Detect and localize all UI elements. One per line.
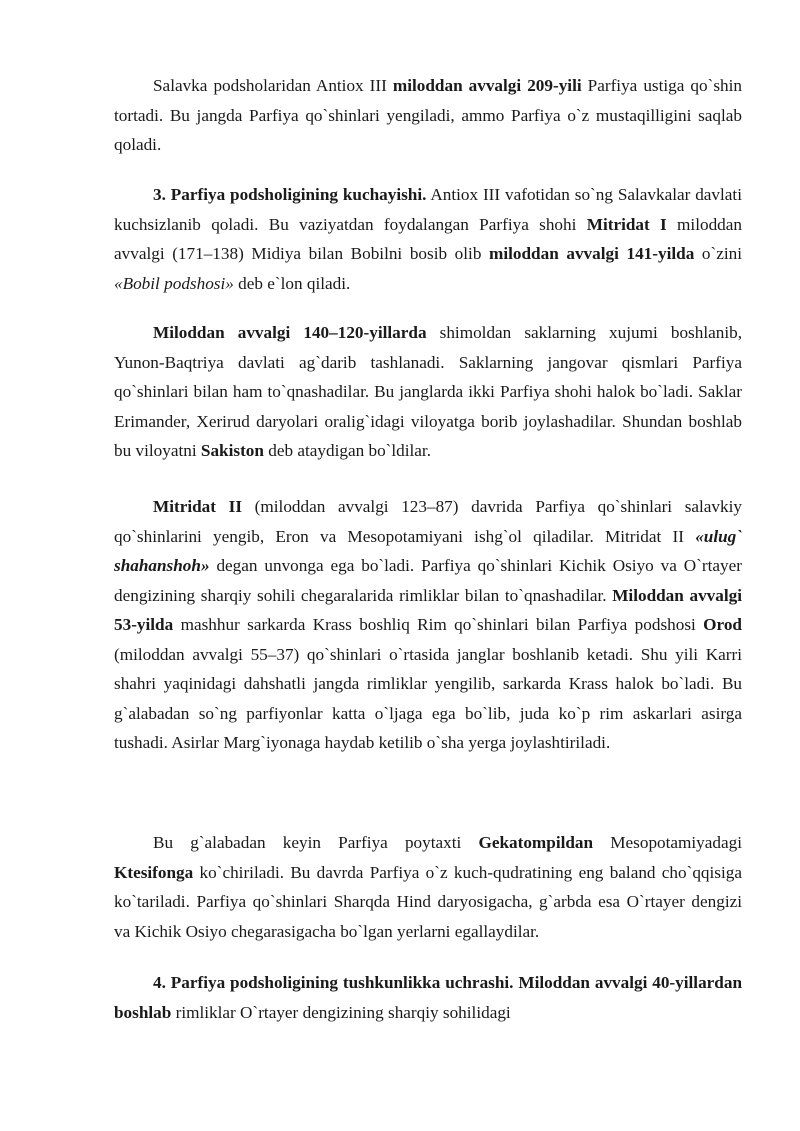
text-run: Bu g`alabadan keyin Parfiya poytaxti bbox=[153, 833, 479, 852]
text-run: mashhur sarkarda Krass boshliq Rim qo`shinlari bilan Parfiya podshosi bbox=[173, 615, 704, 634]
bold-text: Gekatompildan bbox=[478, 833, 594, 852]
text-run: o`zini bbox=[694, 244, 743, 263]
bold-text: miloddan avvalgi 141-yilda bbox=[489, 244, 695, 263]
text-run: deb ataydigan bo`ldilar. bbox=[263, 441, 432, 460]
text-run: miloddan avvalgi (171–138) Midiya bilan Bobilni bosib olib bbox=[114, 214, 742, 263]
text-run: Antiox III vafotidan so`ng Salavkalar davlati kuchsizlanib qoladi. Bu vaziyatdan foydalangan Parfiya shohi bbox=[114, 185, 742, 234]
text-run: shimoldan saklarning xujumi boshlanib, Yunon-Baqtriya davlati ag`darib tashlanadi. Saklarning jangovar qismlari Parfiya qo`shinlari bilan ham to`qnashadilar. Bu janglarda ikki Parfiya shohi halok bo`ladi. Saklar Erimander, Xerirud daryolari oralig`idagi viloyatga borib joylashadilar. Shundan boshlab bu viloyatni bbox=[114, 323, 742, 460]
text-run: Mesopotamiyadagi bbox=[593, 833, 742, 852]
bold-text: Sakiston bbox=[200, 441, 264, 460]
text-run: Salavka podsholaridan Antiox III bbox=[153, 76, 393, 95]
text-run: deb e`lon qiladi. bbox=[233, 273, 351, 293]
bold-text: Ktesifonga bbox=[114, 862, 194, 882]
paragraph-1 bbox=[114, 71, 742, 160]
paragraph-2 bbox=[114, 180, 742, 298]
text-run: ko`chiriladi. Bu davrda Parfiya o`z kuch-qudratining eng baland cho`qqisiga ko`tariladi. Parfiya qo`shinlari Sharqda Hind daryosigacha, g`arbda esa O`rtayer dengizi va Kichik Osiyo chegarasigacha bo`lgan yerlarni egallaydilar. bbox=[114, 862, 742, 941]
text-run: degan unvonga ega bo`ladi. Parfiya qo`shinlari Kichik Osiyo va O`rtayer dengizining sharqiy sohili chegaralarida rimliklar bilan to`qnashadilar. bbox=[114, 556, 742, 605]
bold-italic-text: «ulug` shahanshoh» bbox=[114, 526, 742, 575]
bold-text: 3. Parfiya podsholigining kuchayishi. bbox=[153, 185, 427, 204]
paragraph-6 bbox=[114, 968, 742, 1027]
bold-text: Mitridat II bbox=[153, 497, 243, 516]
paragraph-4 bbox=[114, 492, 742, 758]
bold-text: Orod bbox=[703, 615, 742, 634]
italic-text: «Bobil podshosi» bbox=[114, 273, 234, 293]
bold-text: Mitridat I bbox=[586, 214, 667, 234]
text-run: (miloddan avvalgi 123–87) davrida Parfiya qo`shinlari salavkiy qo`shinlarini yengib, Eron va Mesopotamiyani ishg`ol qiladilar. Mitridat II bbox=[114, 497, 742, 546]
bold-text: Miloddan avvalgi 140–120-yillarda bbox=[153, 323, 427, 342]
text-run: (miloddan avvalgi 55–37) qo`shinlari o`rtasida janglar boshlanib ketadi. Shu yili Karri shahri yaqinidagi dahshatli jangda rimliklar yengilib, sarkarda Krass halok bo`ladi. Bu g`alabadan so`ng parfiyonlar katta o`ljaga ega bo`lib, juda ko`p rim askarlari asirga tushadi. Asirlar Marg`iyonaga haydab ketilib o`sha yerga joylashtiriladi. bbox=[114, 644, 742, 752]
bold-text: Miloddan avvalgi 53-yilda bbox=[114, 585, 743, 634]
text-run: rimliklar O`rtayer dengizining sharqiy sohilidagi bbox=[171, 1002, 511, 1022]
paragraph-5 bbox=[114, 828, 742, 946]
bold-text: miloddan avvalgi 209-yili bbox=[392, 76, 582, 95]
bold-text: 4. Parfiya podsholigining tushkunlikka uchrashi. Miloddan avvalgi 40-yillardan boshlab bbox=[114, 973, 742, 1022]
text-run: Parfiya ustiga qo`shin tortadi. Bu jangda Parfiya qo`shinlari yengiladi, ammo Parfiya o`z mustaqilligini saqlab qoladi. bbox=[114, 76, 742, 154]
paragraph-3 bbox=[114, 318, 742, 466]
